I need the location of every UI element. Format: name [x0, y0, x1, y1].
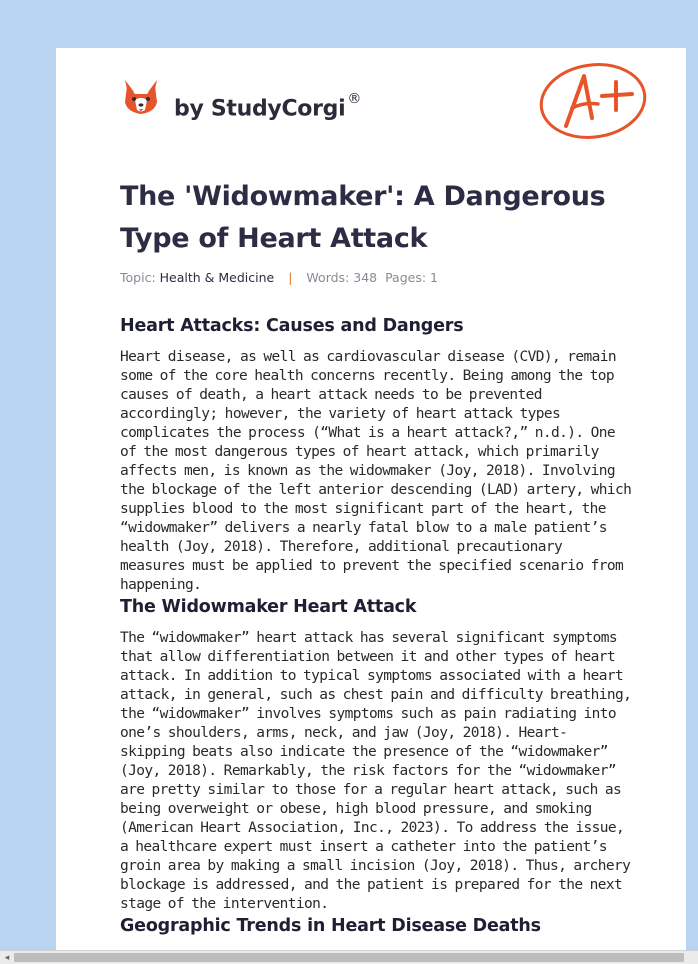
word-count: Words: 348 [306, 270, 378, 285]
a-plus-grade-icon [536, 56, 650, 142]
section-heading: Geographic Trends in Heart Disease Deaths [120, 916, 541, 936]
section [120, 914, 632, 938]
scrollbar-thumb[interactable] [14, 953, 684, 962]
page-count: Pages: 1 [385, 270, 438, 285]
document-body [120, 314, 632, 938]
document-meta [120, 270, 438, 285]
scroll-left-arrow-icon[interactable]: ◂ [4, 953, 10, 963]
topic-link[interactable]: Health & Medicine [159, 270, 275, 285]
horizontal-scrollbar[interactable] [0, 950, 698, 964]
section-heading: The Widowmaker Heart Attack [120, 597, 417, 617]
meta-divider: | [288, 270, 293, 285]
corgi-logo-icon [121, 76, 161, 120]
topic-label: Topic: [120, 270, 156, 285]
section [120, 314, 632, 595]
section-paragraph: The “widowmaker” heart attack has several significant symptoms that allow differentiation between it and other types of heart attack. In addition to typical symptoms associated with a heart attack, in general, such as chest pain and difficulty breathing, the “widowmaker” involves symptoms such as pain radiating into one’s shoulders, arms, neck, and jaw (Joy, 2018). Heart-skipping beats also indicate the presence of the “widowmaker” (Joy, 2018). Remarkably, the risk factors for the “widowmaker” are pretty similar to those for a regular heart attack, such as being overweight or obese, high blood pressure, and smoking (American Heart Association, Inc., 2023). To address the issue, a healthcare expert must insert a catheter into the patient’s groin area by making a small incision (Joy, 2018). Thus, archery blockage is addressed, and the patient is prepared for the next stage of the intervention. [120, 630, 632, 912]
section-paragraph: Heart disease, as well as cardiovascular disease (CVD), remain some of the core health concerns recently. Being among the top causes of death, a heart attack needs to be prevented accordingly; however, the variety of heart attack types complicates the process (“What is a heart attack?,” n.d.). One of the most dangerous types of heart attack, which primarily affects men, is known as the widowmaker (Joy, 2018). Involving the blockage of the left anterior descending (LAD) artery, which supplies blood to the most significant part of the heart, the “widowmaker” delivers a nearly fatal blow to a male patient’s health (Joy, 2018). Therefore, additional precautionary measures must be applied to prevent the specified scenario from happening. [120, 349, 632, 593]
brand-name [174, 91, 362, 122]
registered-mark: ® [347, 91, 362, 107]
brand-text: by StudyCorgi [174, 96, 346, 122]
document-title: The 'Widowmaker': A Dangerous Type of Heart Attack [120, 181, 606, 254]
document-page [56, 48, 686, 958]
section-heading: Heart Attacks: Causes and Dangers [120, 316, 464, 336]
section [120, 595, 632, 914]
